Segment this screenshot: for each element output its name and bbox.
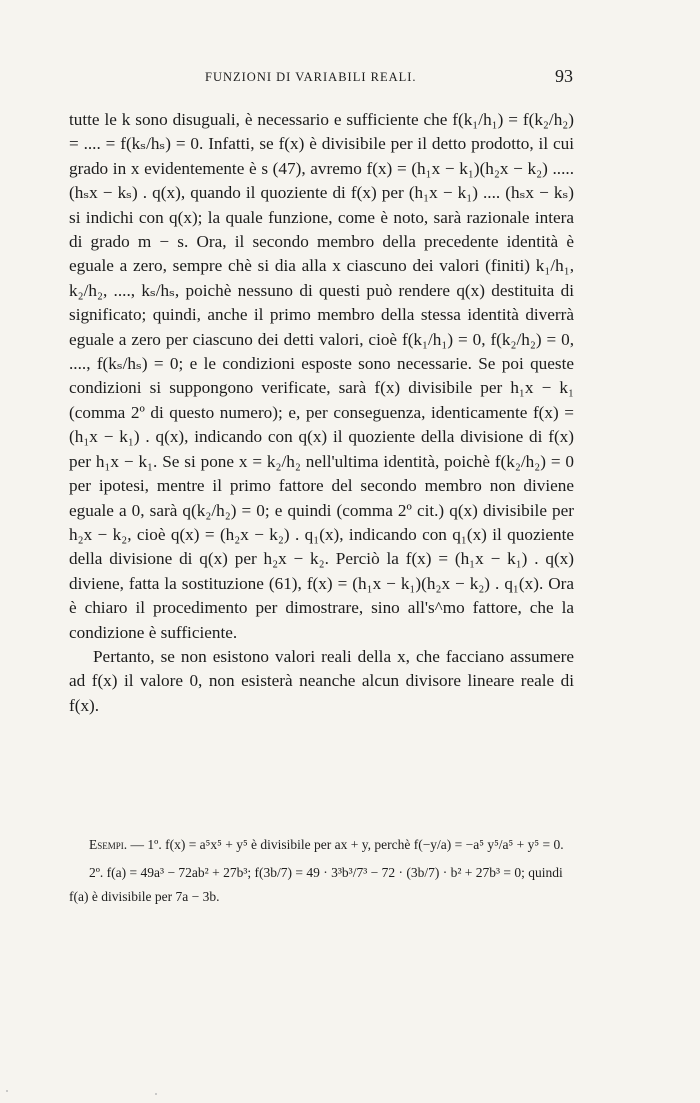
paragraph-1: tutte le k sono disuguali, è necessario e sufficiente che f(k₁/h₁) = f(k₂/h₂) = .... = f(kₛ/hₛ) = 0. Infatti, se f(x) è divisibile per il detto prodotto, il cui grado in x evidentemente è s (47), avremo f(x) = (h₁x − k₁)(h₂x − k₂) ..... (hₛx − kₛ) . q(x), quando il quoziente di f(x) per (h₁x − k₁) .... (hₛx − kₛ) si indichi con q(x); la quale funzione, come è noto, sarà razionale intera di grado m − s. Ora, il secondo membro della precedente identità è eguale a zero, sempre chè si dia alla x ciascuno dei valori (finiti) k₁/h₁, k₂/h₂, ...., kₛ/hₛ, poichè nessuno di questi può rendere q(x) destituita di significato; quindi, anche il primo membro della stessa identità diverrà eguale a zero per ciascuno dei detti valori, cioè f(k₁/h₁) = 0, f(k₂/h₂) = 0, ...., f(kₛ/hₛ) = 0; e le condizioni esposte sono necessarie. Se poi queste condizioni si suppongono verificate, sarà f(x) divisibile per h₁x − k₁ (comma 2º di questo numero); e, per conseguenza, identicamente f(x) = (h₁x − k₁) . q(x), indicando con q(x) il quoziente della divisione di f(x) per h₁x − k₁. Se si pone x = k₂/h₂ nell'ultima identità, poichè f(k₂/h₂) = 0 per ipotesi, mentre il primo fattore del secondo membro non diviene eguale a 0, sarà q(k₂/h₂) = 0; e quindi (comma 2º cit.) q(x) divisibile per h₂x − k₂, cioè q(x) = (h₂x − k₂) . q₁(x), indicando con q₁(x) il quoziente della divisione di q(x) per h₂x − k₂. Perciò la f(x) = (h₁x − k₁) . q(x) diviene, fatta la sostituzione (61), f(x) = (h₁x − k₁)(h₂x − k₂) . q₁(x). Ora è chiaro il procedimento per dimostrare, sino all's^mo fattore, che la condizione è sufficiente. [69,110,574,642]
scan-speck [6,1090,8,1092]
examples-section [69,833,574,913]
main-text [69,108,574,718]
page-number: 93 [555,66,573,86]
paragraph-2: Pertanto, se non esistono valori reali della x, che facciano assumere ad f(x) il valore 0, non esisterà neanche alcun divisore lineare reale di f(x). [69,646,574,715]
examples-label: Esempi. [89,837,128,852]
running-title: FUNZIONI DI VARIABILI REALI. [205,70,417,84]
page-header [0,66,700,90]
example-1 [69,833,574,857]
example-1-text: — 1º. f(x) = a⁵x⁵ + y⁵ è divisibile per ax + y, perchè f(−y/a) = −a⁵ y⁵/a⁵ + y⁵ = 0. [130,837,564,852]
scan-speck [155,1093,157,1095]
example-2: 2º. f(a) = 49a³ − 72ab² + 27b³; f(3b/7) = 49 · 3³b³/7³ − 72 · (3b/7) · b² + 27b³ = 0; quindi f(a) è divisibile per 7a − 3b. [69,865,563,904]
